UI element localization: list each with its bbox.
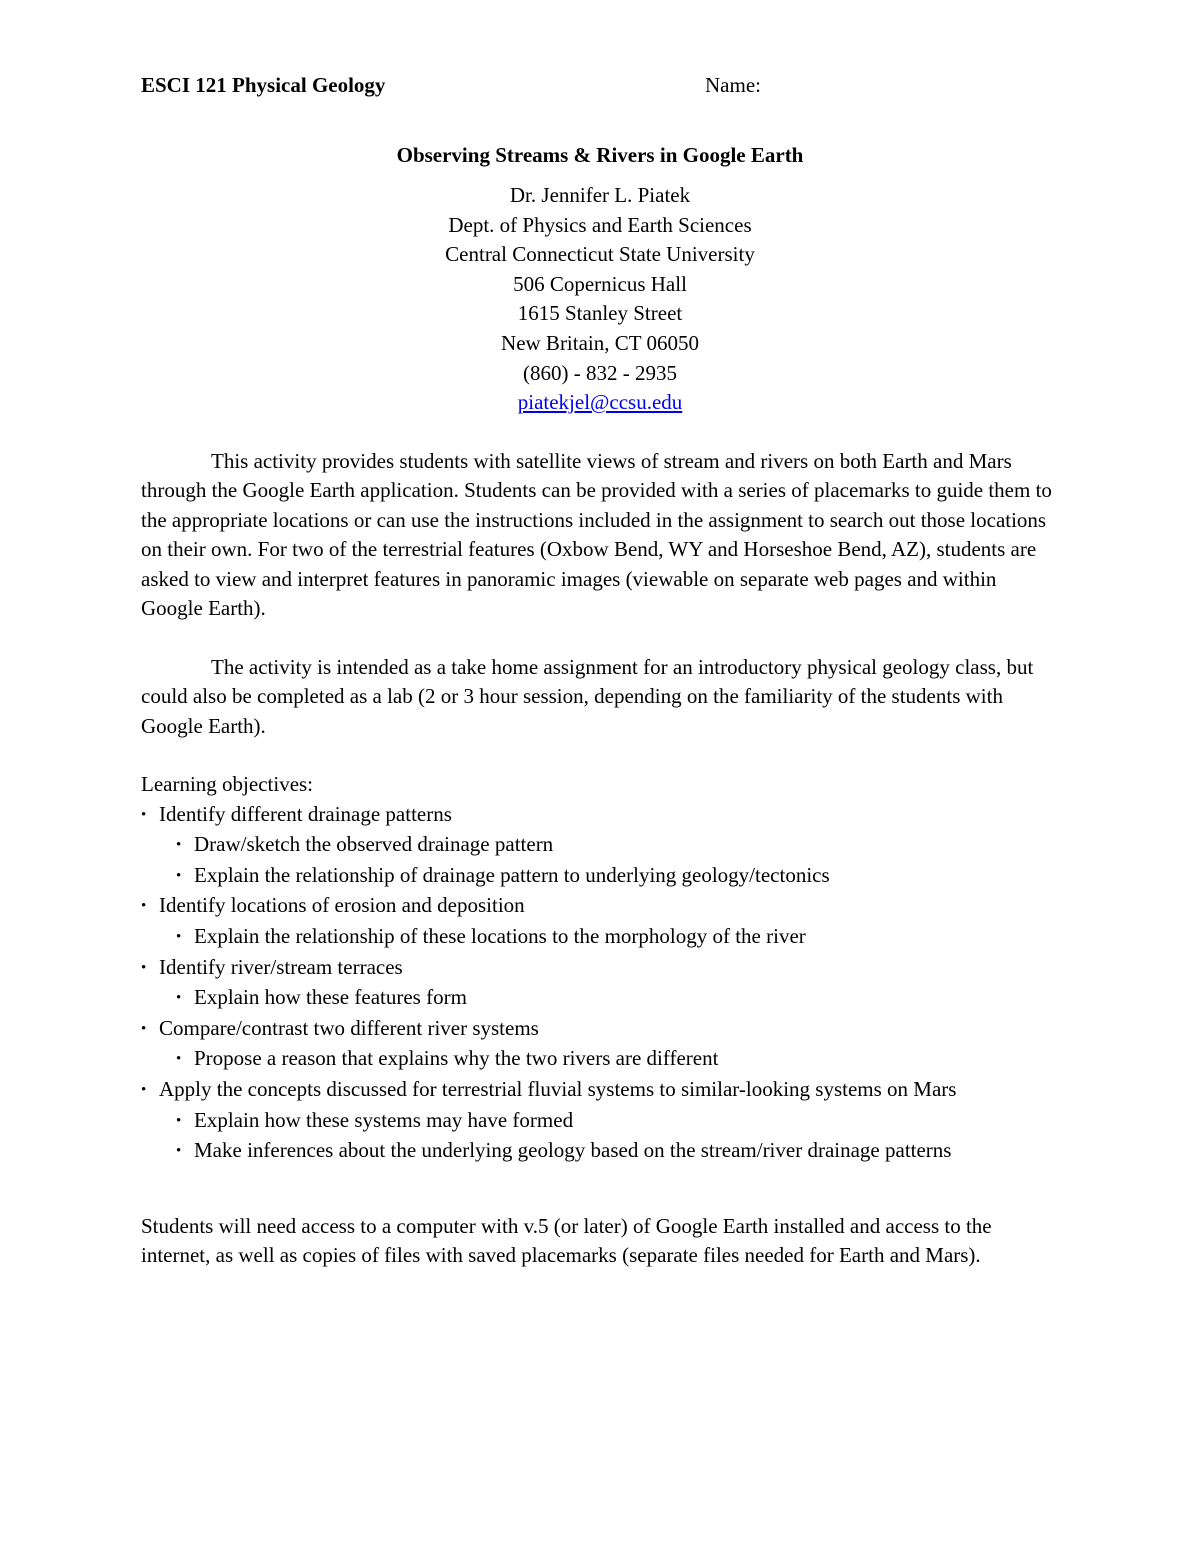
bullet-icon: • <box>141 806 147 823</box>
bullet-icon: • <box>141 959 147 976</box>
bullet-icon: • <box>141 1081 147 1098</box>
intro-paragraph: This activity provides students with satellite views of stream and rivers on both Earth and Mars through the Google Earth application. Students can be provided with a series of placemarks to guide them to the appropriate locations or can use the instructions included in the assignment to search out those locations on their own. For two of the terrestrial features (Oxbow Bend, WY and Horseshoe Bend, AZ), students are asked to view and interpret features in panoramic images (viewable on separate web pages and within Google Earth). <box>141 449 1052 621</box>
author-name: Dr. Jennifer L. Piatek <box>509 183 691 207</box>
list-item <box>141 1106 1071 1137</box>
bullet-icon: • <box>176 1112 182 1129</box>
list-item <box>141 922 1071 953</box>
author-dept: Dept. of Physics and Earth Sciences <box>448 212 752 237</box>
author-street: 1615 Stanley Street <box>517 301 683 326</box>
objective-text: Compare/contrast two different river systems <box>159 1015 539 1040</box>
objective-text: Propose a reason that explains why the two rivers are different <box>194 1046 719 1071</box>
name-label: Name: <box>705 73 761 97</box>
author-university: Central Connecticut State University <box>445 242 755 267</box>
bullet-icon: • <box>176 990 182 1007</box>
course-title: ESCI 121 Physical Geology <box>141 73 386 97</box>
author-block <box>0 181 1200 418</box>
author-phone: (860) - 832 - 2935 <box>523 360 677 385</box>
list-item <box>141 983 1071 1014</box>
objective-text: Explain the relationship of drainage pattern to underlying geology/tectonics <box>194 862 830 887</box>
usage-paragraph: The activity is intended as a take home assignment for an introductory physical geology class, but could also be completed as a lab (2 or 3 hour session, depending on the familiarity of the students with Google Earth). <box>141 655 1034 738</box>
document-title: Observing Streams & Rivers in Google Earth <box>396 143 804 167</box>
objective-text: Explain the relationship of these locations to the morphology of the river <box>194 923 806 948</box>
list-item <box>141 1136 1071 1167</box>
document-header <box>141 70 1061 100</box>
list-item <box>141 830 1071 861</box>
requirements-paragraph: Students will need access to a computer with v.5 (or later) of Google Earth installed and access to the internet, as well as copies of files with saved placemarks (separate files needed for Earth and Mars). <box>141 1214 992 1268</box>
author-email-link[interactable]: piatekjel@ccsu.edu <box>517 390 683 415</box>
list-item <box>141 1014 1071 1045</box>
objective-text: Make inferences about the underlying geology based on the stream/river drainage patterns <box>194 1138 952 1163</box>
list-item <box>141 800 1071 831</box>
objective-text: Apply the concepts discussed for terrestrial fluvial systems to similar-looking systems on Mars <box>159 1076 957 1101</box>
objective-text: Draw/sketch the observed drainage pattern <box>194 832 554 857</box>
list-item <box>141 861 1071 892</box>
list-item <box>141 1075 1071 1106</box>
objective-text: Explain how these systems may have formed <box>194 1107 574 1132</box>
bullet-icon: • <box>176 867 182 884</box>
objective-text: Explain how these features form <box>194 985 467 1010</box>
list-item <box>141 891 1071 922</box>
learning-objectives <box>141 770 1071 1167</box>
list-item <box>141 1044 1071 1075</box>
objective-text: Identify river/stream terraces <box>159 954 403 979</box>
objective-text: Identify locations of erosion and deposition <box>159 893 525 918</box>
list-item <box>141 953 1071 984</box>
objective-text: Identify different drainage patterns <box>159 801 452 826</box>
author-city: New Britain, CT 06050 <box>501 330 699 355</box>
bullet-icon: • <box>176 1143 182 1160</box>
bullet-icon: • <box>176 928 182 945</box>
bullet-icon: • <box>176 1051 182 1068</box>
bullet-icon: • <box>141 898 147 915</box>
bullet-icon: • <box>176 837 182 854</box>
objectives-heading: Learning objectives: <box>141 772 314 796</box>
bullet-icon: • <box>141 1020 147 1037</box>
author-office: 506 Copernicus Hall <box>513 271 687 296</box>
